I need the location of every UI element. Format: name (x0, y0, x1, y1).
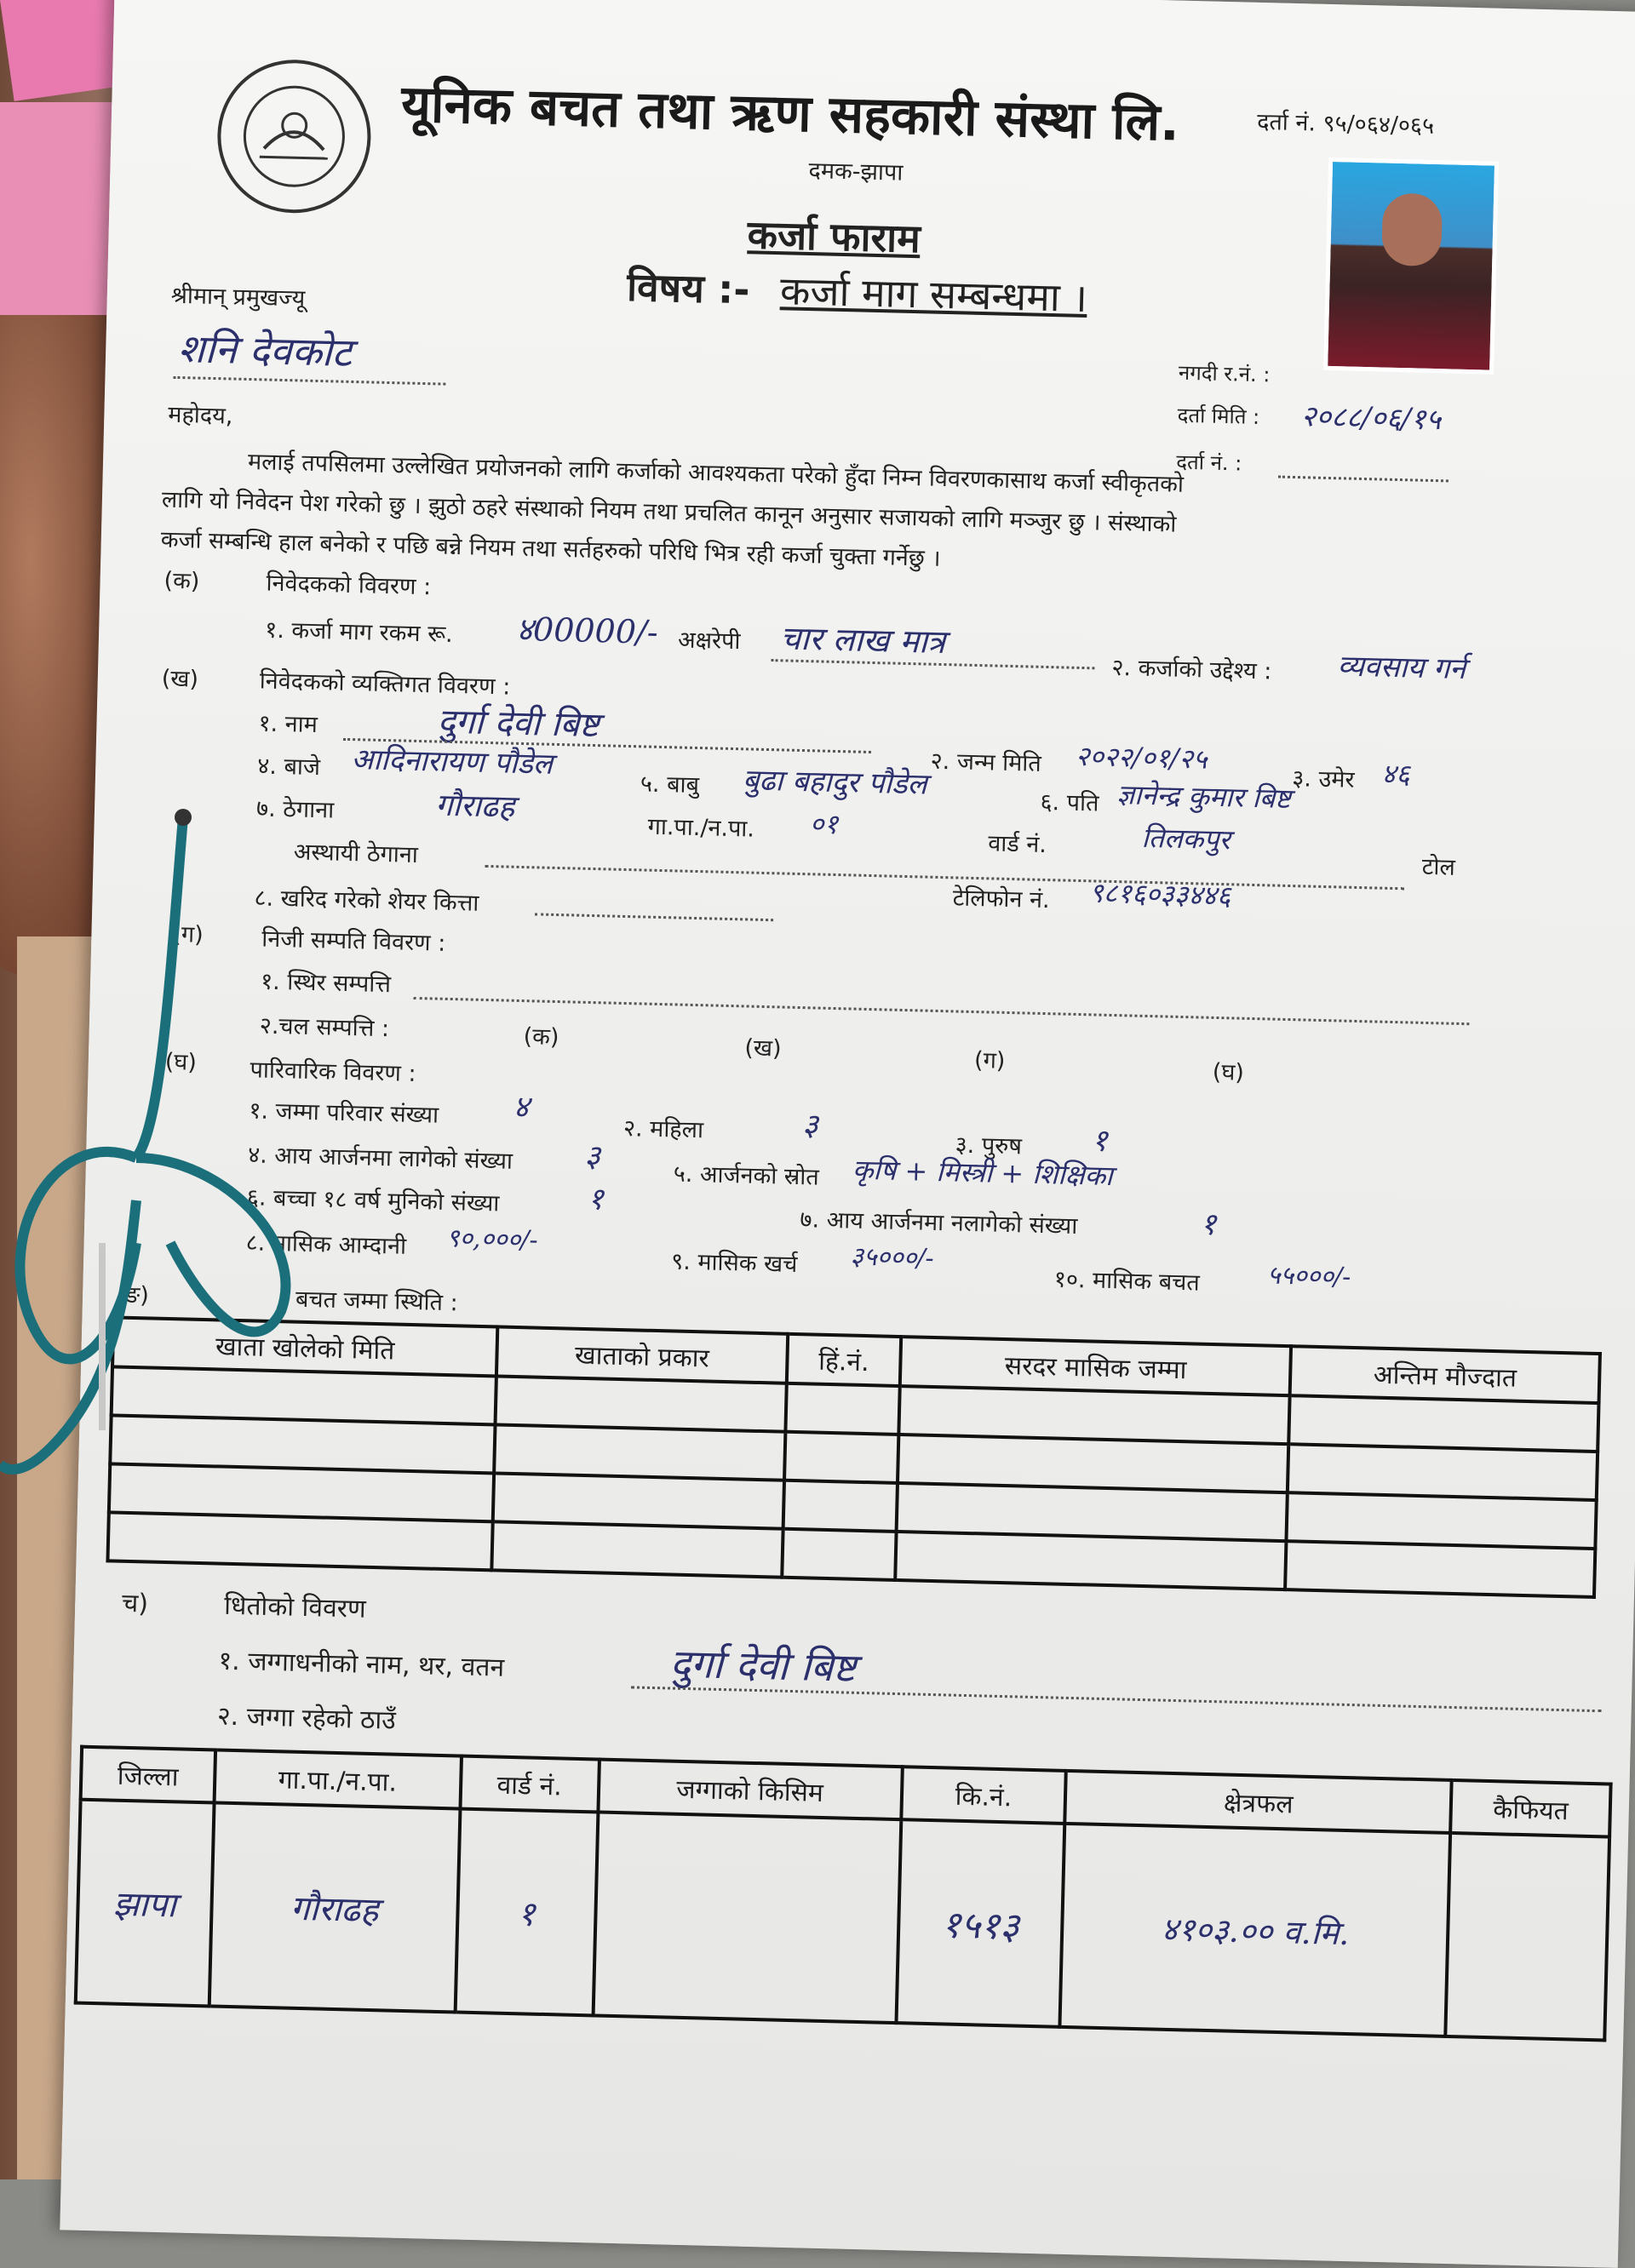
col-land-type: जग्गाको किसिम (598, 1760, 903, 1820)
earning-members-label: ४. आय आर्जनमा लागेको संख्या (247, 1142, 513, 1175)
father-label: ५. बाबु (640, 770, 700, 799)
dob-value: २०२२/०१/२५ (1075, 739, 1208, 776)
temp-address-line (485, 865, 1405, 890)
cell-plot-no: १५१३ (896, 1819, 1065, 2027)
land-owner-line (631, 1686, 1602, 1712)
grandfather-value: आदिनारायण पौडेल (351, 742, 554, 782)
monthly-expense-value: ३५०००/- (850, 1241, 935, 1274)
cell-land-type (593, 1812, 901, 2023)
cell-area: ४१०३.०० व.मि. (1060, 1824, 1451, 2036)
movable-option-gha: (घ) (1212, 1058, 1245, 1086)
col-district: जिल्ला (81, 1747, 215, 1803)
registration-number: दर्ता नं. ९५/०६४/०६५ (1256, 108, 1435, 140)
movable-option-kha: (ख) (744, 1034, 782, 1062)
section-gha-heading: पारिवारिक विवरण : (250, 1057, 416, 1088)
husband-value: ज्ञानेन्द्र कुमार बिष्ट (1116, 778, 1292, 816)
father-value: बुढा बहादुर पौडेल (742, 763, 928, 802)
section-gha-marker: (घ) (164, 1048, 198, 1076)
shares-label: ८. खरिद गरेको शेयर कित्ता (254, 885, 479, 917)
male-label: ३. पुरुष (955, 1131, 1023, 1160)
greeting: महोदय, (168, 401, 233, 430)
movable-option-ka: (क) (523, 1023, 559, 1051)
phone-label: टेलिफोन नं. (952, 885, 1050, 914)
nonearning-label: ७. आय आर्जनमा नलागेको संख्या (800, 1206, 1078, 1240)
reg-no-line (1278, 476, 1449, 483)
applicant-photo (1323, 158, 1499, 375)
organization-location: दमक-झापा (808, 157, 904, 186)
land-owner-value: दुर्गा देवी बिष्ट (669, 1640, 857, 1691)
form-title: कर्जा फाराम (747, 211, 921, 262)
cash-receipt-label: नगदी र.नं. : (1178, 360, 1271, 387)
address-value: गौराढह (434, 788, 515, 825)
in-words-value: चार लाख मात्र (779, 619, 946, 662)
nonearning-value: १ (1200, 1206, 1217, 1243)
section-cha-marker: च) (121, 1588, 149, 1619)
reg-date-label: दर्ता मिति : (1177, 403, 1260, 429)
section-ga-heading: निजी सम्पति विवरण : (261, 925, 446, 957)
age-value: ४६ (1381, 757, 1411, 791)
monthly-saving-value: ५५०००/- (1266, 1260, 1351, 1292)
dob-label: २. जन्म मिति (930, 747, 1042, 777)
monthly-income-value: ९०,०००/- (445, 1223, 539, 1256)
ward-label: वार्ड नं. (987, 830, 1047, 859)
income-source-value: कृषि + मिस्त्री + शिक्षिका (852, 1153, 1113, 1193)
loan-purpose-label: २. कर्जाको उद्देश्य : (1111, 654, 1272, 685)
in-words-label: अक्षरेपी (677, 627, 741, 656)
cell-district: झापा (76, 1800, 215, 2007)
monthly-income-label: ८. मासिक आम्दानी (245, 1229, 407, 1260)
land-owner-label: १. जग्गाधनीको नाम, थर, वतन (218, 1646, 505, 1683)
section-nga-heading: बचत जम्मा स्थिति : (295, 1286, 459, 1317)
movable-assets-label: २.चल सम्पत्ति : (259, 1012, 390, 1043)
ward-value: तिलकपुर (1141, 821, 1231, 856)
section-ka-marker: (क) (164, 567, 200, 595)
monthly-expense-label: ९. मासिक खर्च (670, 1248, 798, 1279)
name-value: दुर्गा देवी बिष्ट (437, 702, 600, 746)
section-ga-marker: (ग) (172, 920, 204, 948)
col-plot-no: कि.नं. (901, 1767, 1066, 1824)
monthly-saving-label: १०. मासिक बचत (1053, 1266, 1201, 1297)
shares-line (535, 913, 773, 921)
movable-option-ga: (ग) (973, 1047, 1006, 1074)
income-source-label: ५. आर्जनको स्रोत (673, 1160, 820, 1191)
cell-municipality: गौराढह (209, 1802, 460, 2012)
col-final-balance: अन्तिम मौज्दात (1290, 1346, 1600, 1403)
husband-label: ६. पति (1040, 788, 1099, 817)
col-account-opened-date: खाता खोलेको मिति (112, 1317, 498, 1376)
loan-amount-label: १. कर्जा माग रकम रू. (264, 616, 454, 648)
temp-address-label: अस्थायी ठेगाना (293, 839, 419, 868)
col-account-type: खाताको प्रकार (496, 1326, 788, 1383)
fixed-assets-label: १. स्थिर सम्पत्ति (260, 968, 392, 999)
land-location-label: २. जग्गा रहेको ठाउँ (216, 1701, 397, 1736)
age-label: ३. उमेर (1291, 765, 1355, 793)
female-label: २. महिला (622, 1114, 704, 1144)
loan-purpose-value: व्यवसाय गर्न (1337, 649, 1466, 686)
letter-line-1: मलाई तपसिलमा उल्लेखित प्रयोजनको लागि कर्जाको आवश्यकता परेको हुँदा निम्न विवरणकासाथ कर्जा स्वीकृतको (247, 448, 1185, 498)
binding-string-icon (0, 800, 358, 1549)
photo-face (1381, 192, 1443, 266)
addressee-line (173, 376, 445, 386)
municipality-value: ०१ (809, 807, 839, 841)
col-area: क्षेत्रफल (1065, 1771, 1452, 1833)
fixed-assets-line (414, 997, 1470, 1025)
col-municipality: गा.पा./न.पा. (214, 1750, 461, 1809)
male-value: १ (1091, 1123, 1109, 1159)
col-average-monthly-deposit: सरदर मासिक जम्मा (900, 1337, 1291, 1395)
section-cha-heading: धितोको विवरण (223, 1590, 367, 1624)
phone-value: ९८१६०३३४४६ (1088, 876, 1231, 913)
section-kha-marker: (ख) (161, 665, 199, 693)
name-label: १. नाम (258, 710, 318, 739)
address-label: ७. ठेगाना (255, 795, 335, 824)
col-ward: वार्ड नं. (460, 1756, 599, 1813)
cell-remarks (1446, 1833, 1609, 2040)
collateral-table (74, 1745, 1613, 2042)
cell-ward: १ (455, 1809, 598, 2016)
subject-label: विषय :- (626, 263, 751, 313)
table-row (76, 1800, 1609, 2041)
total-members-label: १. जम्मा परिवार संख्या (249, 1097, 439, 1129)
section-ka-heading: निवेदकको विवरण : (266, 570, 432, 601)
grandfather-label: ४. बाजे (256, 753, 321, 782)
tole-label: टोल (1421, 853, 1456, 881)
handwritten-branch-name: शनि देवकोट (177, 324, 353, 375)
subject-text: कर्जा माग सम्बन्धमा । (779, 267, 1088, 322)
earning-members-value: ३ (583, 1138, 601, 1175)
female-value: ३ (801, 1108, 819, 1143)
section-nga-marker: ङ) (124, 1281, 150, 1309)
municipality-label: गा.पा./न.पा. (647, 813, 755, 843)
section-kha-heading: निवेदकको व्यक्तिगत विवरण : (259, 667, 511, 701)
organization-name: यूनिक बचत तथा ऋण सहकारी संस्था लि. (400, 74, 1180, 153)
col-remarks: कैफियत (1451, 1780, 1611, 1837)
reg-no-label: दर्ता नं. : (1176, 450, 1242, 476)
col-ledger-no: हिं.नं. (786, 1334, 901, 1386)
letter-line-3: कर्जा सम्बन्धि हाल बनेको र पछि बन्ने नियम तथा सर्तहरुको परिधि भित्र रही कर्जा चुक्ता गर्नेछु । (160, 526, 941, 572)
loan-amount-value: ४00000/- (515, 610, 659, 651)
organization-seal-icon (211, 54, 377, 220)
reg-date-value: २०८८/०६/१५ (1300, 399, 1442, 438)
letter-line-2: लागि यो निवेदन पेश गरेको छु । झुठो ठहरे संस्थाको नियम तथा प्रचलित कानून अनुसार सजायको लागि मञ्जुर छु । संस्थाको (161, 486, 1177, 538)
salutation: श्रीमान् प्रमुखज्यू (170, 282, 306, 312)
under18-value: १ (587, 1181, 605, 1217)
under18-label: ६. बच्चा १८ वर्ष मुनिको संख्या (246, 1184, 500, 1217)
total-members-value: ४ (513, 1089, 530, 1125)
